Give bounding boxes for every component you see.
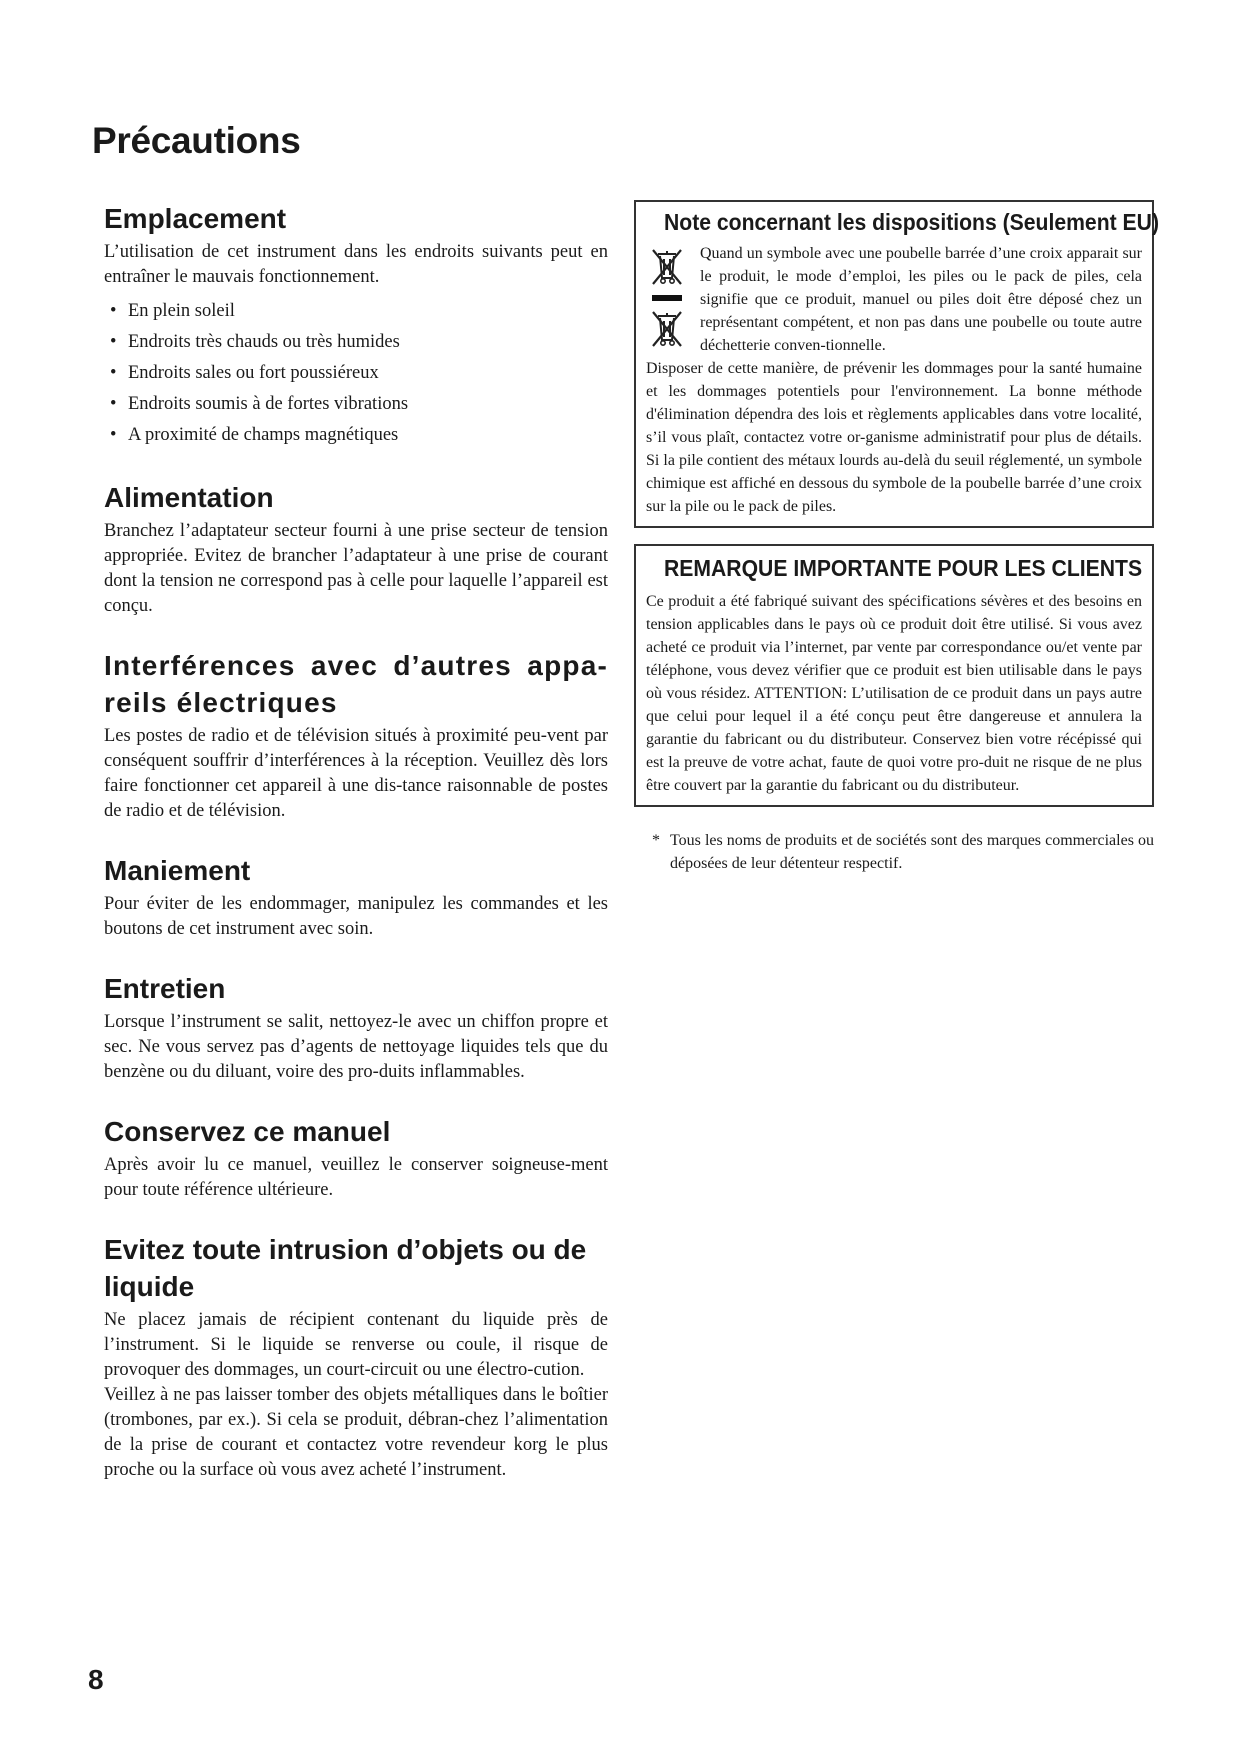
list-item-text: A proximité de champs magnétiques <box>128 425 399 445</box>
list-item-text: En plein soleil <box>128 301 235 321</box>
list-item <box>104 389 608 420</box>
maniement-heading: Maniement <box>104 855 251 886</box>
right-column <box>634 200 1160 875</box>
list-item <box>104 420 608 451</box>
bullet-icon: • <box>110 301 117 321</box>
page-title: Précautions <box>92 120 301 161</box>
eu-disposal-box <box>634 200 1160 528</box>
entretien-heading: Entretien <box>104 973 226 1004</box>
bullet-icon: • <box>110 425 117 445</box>
section-emplacement <box>104 200 608 451</box>
emplacement-list <box>104 296 608 451</box>
section-interferences <box>104 647 608 824</box>
section-entretien <box>104 970 608 1085</box>
section-alimentation <box>104 479 608 619</box>
footnote-mark: * <box>652 832 660 849</box>
eu-box-title: Note concernant les dispositions (Seulement EU) <box>664 209 1160 235</box>
list-item-text: Endroits très chauds ou très humides <box>128 332 400 352</box>
list-item <box>104 327 608 358</box>
interferences-heading: Interférences avec d’autres appa-reils électriques <box>104 650 608 718</box>
section-maniement <box>104 852 608 942</box>
emplacement-text: L’utilisation de cet instrument dans les endroits suivants peut en entraîner le mauvais fonctionnement. <box>104 242 608 287</box>
list-item <box>104 296 608 327</box>
intrusion-heading: Evitez toute intrusion d’objets ou de liquide <box>104 1234 587 1302</box>
emplacement-heading: Emplacement <box>104 203 287 234</box>
conservez-heading: Conservez ce manuel <box>104 1116 391 1147</box>
eu-icon-text: Quand un symbole avec une poubelle barrée d’une croix apparait sur le produit, le mode d’emploi, les piles ou le pack de piles, cela signifie que ce produit, manuel ou piles doit être déposé chez un représentant compétent, et non pas dans une poubelle ou toute autre déchetterie conven-tionnelle. <box>700 245 1142 354</box>
maniement-text: Pour éviter de les endommager, manipulez les commandes et les boutons de cet instrument avec soin. <box>104 894 608 939</box>
intrusion-text-1: Ne placez jamais de récipient contenant du liquide près de l’instrument. Si le liquide se renverse ou coule, il risque de provoquer des dommages, un court-circuit ou une électro-cution. <box>104 1310 608 1380</box>
interferences-text: Les postes de radio et de télévision situés à proximité peu-vent par conséquent souffrir d’interférences à la réception. Veuillez dès lors faire fonctionner cet appareil à une dis-tance raisonnable de postes de radio et de télévision. <box>104 726 608 821</box>
bullet-icon: • <box>110 363 117 383</box>
list-item-text: Endroits sales ou fort poussiéreux <box>128 363 379 383</box>
crossed-bin-icon <box>649 246 685 288</box>
clients-notice-box <box>634 544 1154 807</box>
footnote-text: Tous les noms de produits et de sociétés sont des marques commerciales ou déposées de leur détenteur respectif. <box>670 832 1154 872</box>
left-column <box>104 200 608 1511</box>
trademark-footnote <box>634 829 1154 875</box>
conservez-text: Après avoir lu ce manuel, veuillez le conserver soigneuse-ment pour toute référence ultérieure. <box>104 1155 608 1200</box>
page-number: 8 <box>88 1664 104 1695</box>
bullet-icon: • <box>110 332 117 352</box>
intrusion-text-2: Veillez à ne pas laisser tomber des objets métalliques dans le boîtier (trombones, par ex.). Si cela se produit, débran-chez l’alimentation de la prise de courant et contactez votre revendeur korg le plus proche ou la surface où vous avez acheté l’instrument. <box>104 1385 608 1480</box>
bullet-icon: • <box>110 394 117 414</box>
eu-icons <box>646 242 688 357</box>
crossed-bin-icon <box>649 308 685 350</box>
list-item <box>104 358 608 389</box>
eu-box-text: Disposer de cette manière, de prévenir les dommages pour la santé humaine et les dommages potentiels pour l'environnement. La bonne méthode d'élimination dépendra des lois et règlements applicables dans votre localité, s’il vous plaît, contactez votre or-ganisme administratif pour plus de détails. Si la pile contient des métaux lourds au-delà du seuil réglementé, un symbole chimique est affiché en dessous du symbole de la poubelle barrée d’une croix sur la pile ou le pack de piles. <box>646 360 1142 515</box>
section-conservez <box>104 1113 608 1203</box>
alimentation-text: Branchez l’adaptateur secteur fourni à une prise secteur de tension appropriée. Evitez de brancher l’adaptateur à une prise de courant dont la tension ne correspond pas à celle pour laquelle l’appareil est conçu. <box>104 521 608 616</box>
clients-box-title: REMARQUE IMPORTANTE POUR LES CLIENTS <box>664 555 1143 581</box>
clients-box-text: Ce produit a été fabriqué suivant des spécifications sévères et des besoins en tension applicables dans le pays où ce produit doit être utilisé. Si vous avez acheté ce produit via l’internet, par vente par correspondance ou/et vente par téléphone, vous devez vérifier que ce produit est bien utilisable dans le pays où vous résidez. ATTENTION: L’utilisation de ce produit dans un pays autre que celui pour lequel il a été conçu peut être dangereuse et annulera la garantie du fabricant ou du distributeur. Conservez bien votre récépissé qui est la preuve de votre achat, faute de quoi votre pro-duit ne risque de ne plus être couvert par la garantie du fabricant ou du distributeur. <box>646 593 1142 794</box>
black-bar-icon <box>649 292 685 304</box>
entretien-text: Lorsque l’instrument se salit, nettoyez-le avec un chiffon propre et sec. Ne vous servez pas d’agents de nettoyage liquides tels que du benzène ou du diluant, voire des pro-duits inflammables. <box>104 1012 608 1082</box>
list-item-text: Endroits soumis à de fortes vibrations <box>128 394 409 414</box>
alimentation-heading: Alimentation <box>104 482 274 513</box>
section-intrusion <box>104 1231 608 1483</box>
